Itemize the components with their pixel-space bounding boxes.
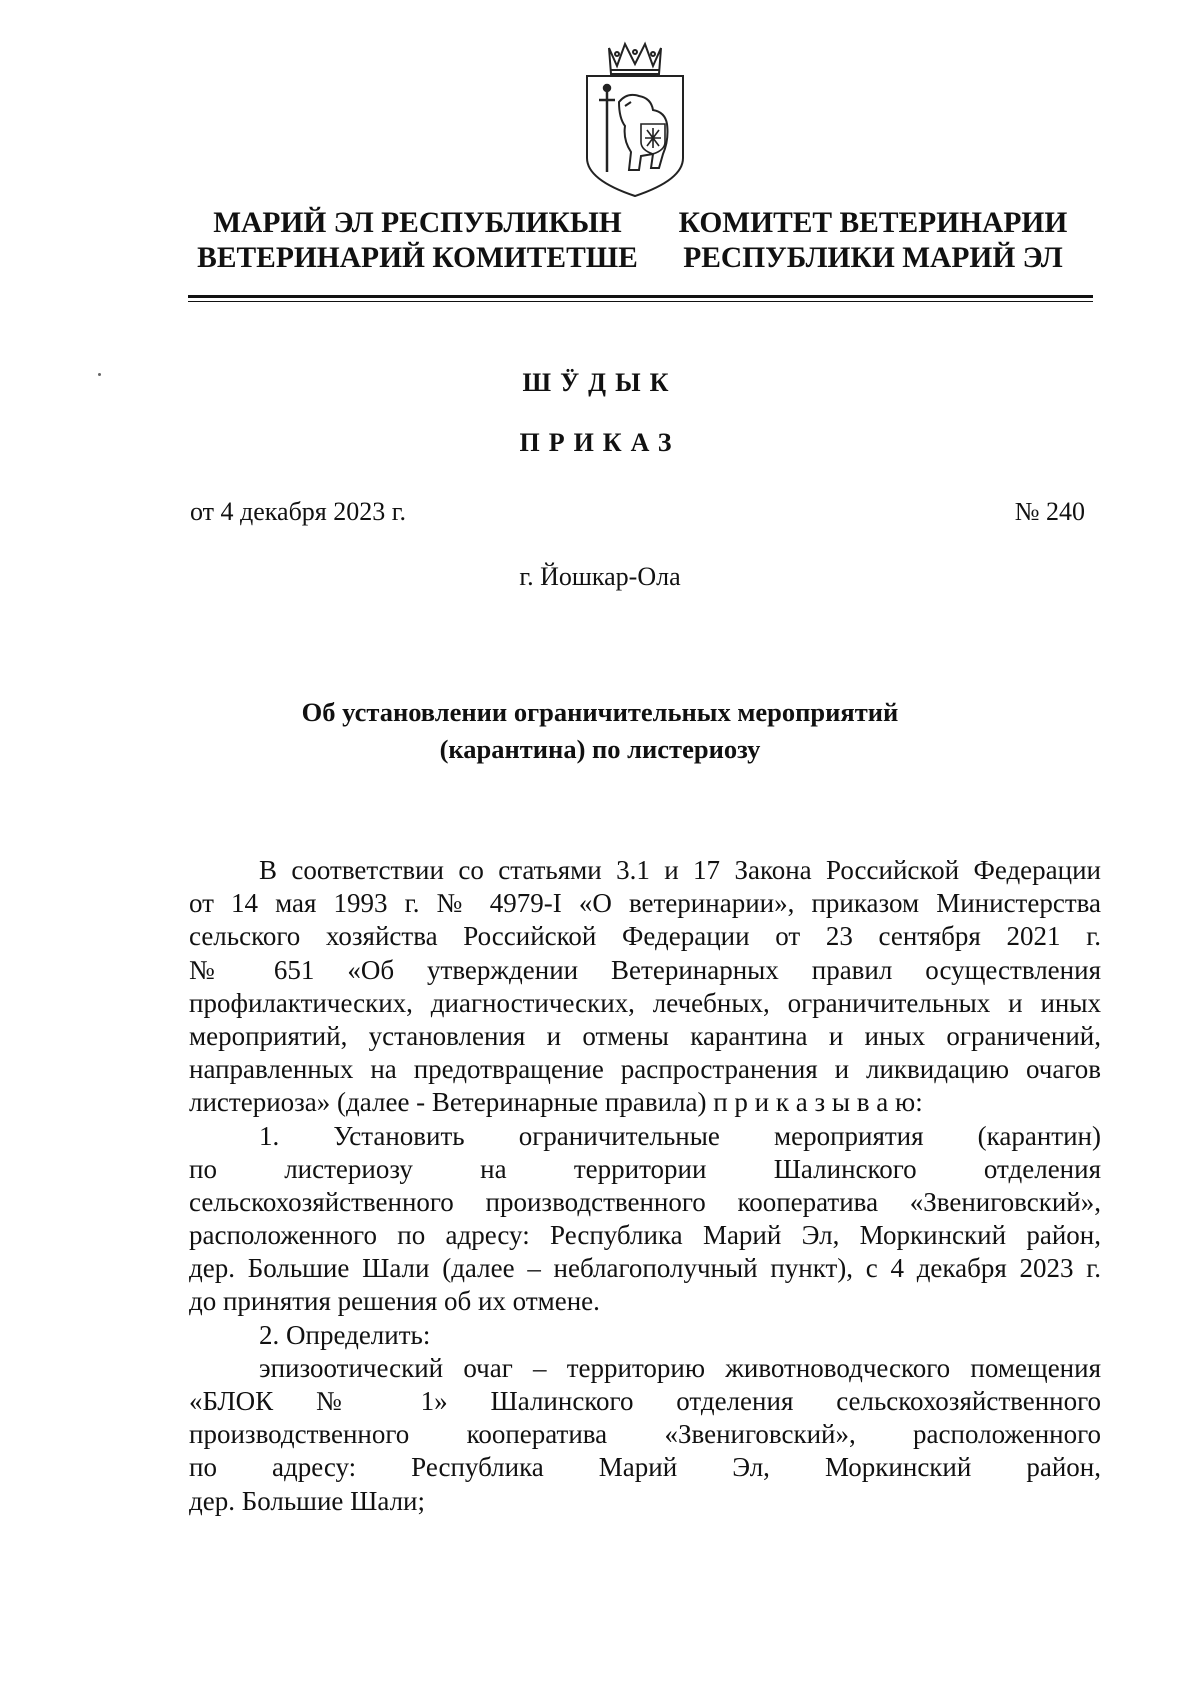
header-right-line2: РЕСПУБЛИКИ МАРИЙ ЭЛ [683, 242, 1063, 274]
header-right-line1: КОМИТЕТ ВЕТЕРИНАРИИ [678, 207, 1068, 239]
body-line: профилактических, диагностических, лечебных, ограничительных и иных [189, 987, 1101, 1018]
body-line: 2. Определить: [259, 1319, 431, 1350]
order-date: от 4 декабря 2023 г. [190, 497, 406, 526]
header-divider-thin [188, 301, 1093, 302]
issue-city: г. Йошкар-Ола [519, 562, 681, 591]
body-line: 1. Установить ограничительные мероприятия (карантин) [259, 1120, 1101, 1151]
doc-type-mari: ШӰДЫК [522, 368, 678, 397]
body-line: сельскохозяйственного производственного кооператива «Звениговский», [189, 1186, 1101, 1217]
body-line: мероприятий, установления и отмены карантина и иных ограничений, [189, 1020, 1101, 1051]
body-line: по листериозу на территории Шалинского отделения [189, 1153, 1101, 1184]
body-line: В соответствии со статьями 3.1 и 17 Закона Российской Федерации [259, 855, 1101, 885]
body-line: № 651 «Об утверждении Ветеринарных правил осуществления [189, 954, 1101, 985]
body-line: листериоза» (далее - Ветеринарные правила) п р и к а з ы в а ю: [189, 1087, 923, 1118]
header-divider-thick [188, 295, 1093, 298]
header-left-mari [185, 206, 650, 276]
header-right-russian [663, 206, 1083, 276]
body-line: дер. Большие Шали; [189, 1485, 426, 1516]
subject-line2: (карантина) по листериозу [439, 734, 761, 764]
body-line: производственного кооператива «Звениговский», расположенного [189, 1419, 1101, 1450]
body-line: направленных на предотвращение распространения и ликвидацию очагов [189, 1054, 1101, 1085]
body-line: по адресу: Республика Марий Эл, Моркинский район, [189, 1452, 1101, 1483]
order-number: № 240 [1014, 497, 1085, 526]
body-line: от 14 мая 1993 г. № 4979-I «О ветеринарии», приказом Министерства [189, 888, 1101, 919]
subject-line1: Об установлении ограничительных мероприятий [301, 697, 899, 727]
body-line: «БЛОК № 1» Шалинского отделения сельскохозяйственного [189, 1386, 1101, 1416]
order-body [189, 854, 1101, 1518]
header-left-line2: ВЕТЕРИНАРИЙ КОМИТЕТШЕ [197, 242, 638, 274]
doc-type-russian: ПРИКАЗ [519, 428, 681, 457]
body-line: сельского хозяйства Российской Федерации от 23 сентября 2021 г. [189, 921, 1101, 952]
body-line: эпизоотический очаг – территорию животноводческого помещения [259, 1352, 1101, 1383]
body-line: до принятия решения об их отмене. [189, 1286, 600, 1317]
order-subject [0, 694, 1200, 768]
header-left-line1: МАРИЙ ЭЛ РЕСПУБЛИКЫН [213, 207, 622, 239]
body-line: дер. Большие Шали (далее – неблагополучный пункт), с 4 декабря 2023 г. [189, 1253, 1101, 1284]
coat-of-arms-emblem [579, 40, 691, 200]
body-line: расположенного по адресу: Республика Марий Эл, Моркинский район, [189, 1220, 1101, 1251]
